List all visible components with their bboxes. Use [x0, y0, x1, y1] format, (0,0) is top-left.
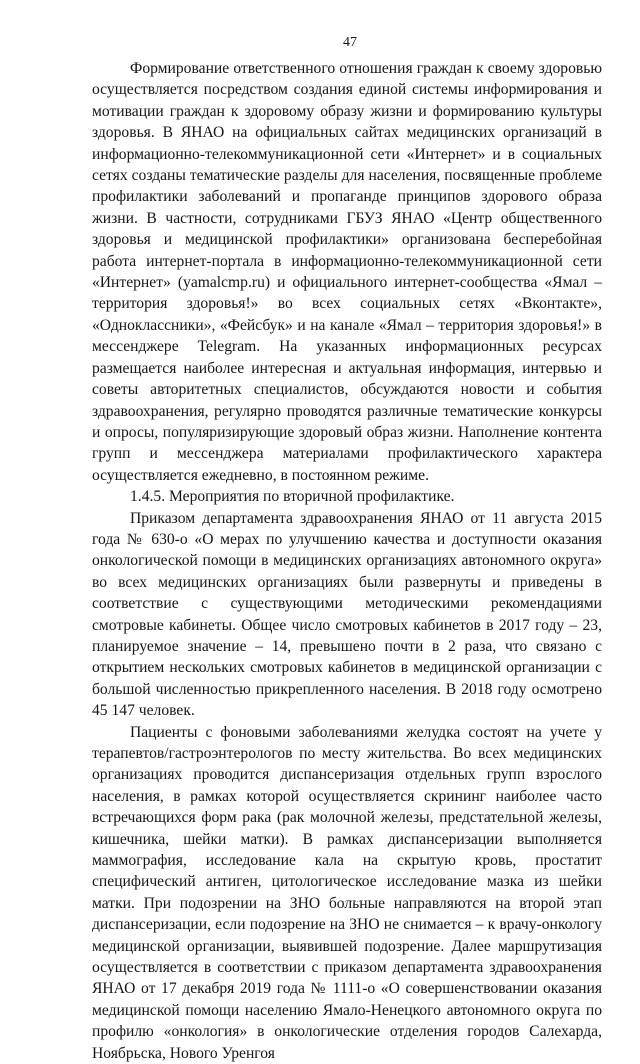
scan-artifact-mark — [338, 901, 360, 905]
page-number: 47 — [343, 35, 357, 50]
section-heading-secondary-prevention: 1.4.5. Мероприятия по вторичной профилактике. — [130, 488, 455, 506]
paragraph-health-informing: Формирование ответственного отношения граждан к своему здоровью осуществляется посредством создания единой системы информирования и мотивации граждан к здоровому образу жизни и формированию культуры здоровья. В ЯНАО на официальных сайтах медицинских организаций в информационно-телекоммуникационной сети «Интернет» и в социальных сетях созданы тематические разделы для населения, посвященные проблеме профилактики заболеваний и пропаганде принципов здорового образа жизни. В частности, сотрудниками ГБУЗ ЯНАО «Центр общественного здоровья и медицинской профилактики» организована бесперебойная работа интернет-портала в информационно-телекоммуникационной сети «Интернет» (yamalcmp.ru) и официального интернет-сообщества «Ямал – территория здоровья!» во всех социальных сетях «Вконтакте», «Одноклассники», «Фейсбук» и на канале «Ямал – территория здоровья!» в мессенджере Telegram. На указанных информационных ресурсах размещается наиболее интересная и актуальная информация, интервью и советы авторитетных специалистов, обсуждаются новости и события здравоохранения, регулярно проводятся различные тематические конкурсы и опросы, популяризирующие здоровый образ жизни. Наполнение контента групп и мессенджера материалами профилактического характера осуществляется ежедневно, в постоянном режиме. — [92, 60, 602, 484]
paragraph-dispensarization: Пациенты с фоновыми заболеваниями желудка состоят на учете у терапевтов/гастроэнтерологов по месту жительства. Во всех медицинских организациях проводится диспансеризация отдельных групп взрослого населения, в рамках которой осуществляется скрининг наиболее часто встречающихся форм рака (рак молочной железы, предстательной железы, кишечника, шейки матки). В рамках диспансеризации выполняется маммография, исследование кала на скрытую кровь, простатит специфический антиген, цитологическое исследование мазка из шейки матки. При подозрении на ЗНО больные направляются на второй этап диспансеризации, если подозрение на ЗНО не снимается – к врачу-онкологу медицинской организации, выявившей подозрение. Далее маршрутизация осуществляется в соответствии с приказом департамента здравоохранения ЯНАО от 17 декабря 2019 года № 1111-о «О совершенствовании оказания медицинской помощи населению Ямало-Ненецкого автономного округа по профилю «онкология» в онкологические отделения городов Салехарда, Ноябрьска, Нового Уренгоя — [92, 723, 602, 1062]
paragraph-screening-rooms: Приказом департамента здравоохранения ЯНАО от 11 августа 2015 года № 630-о «О мерах по улучшению качества и доступности оказания онкологической помощи в медицинских организациях автономного округа» во всех медицинских организациях были развернуты и приведены в соответствие с существующими методическими рекомендациями смотровые кабинеты. Общее число смотровых кабинетов в 2017 году – 23, планируемое значение – 14, превышено почти в 2 раза, что связано с открытием нескольких смотровых кабинетов в медицинской организации с большой численностью прикрепленного населения. В 2018 году осмотрено 45 147 человек. — [92, 509, 602, 720]
